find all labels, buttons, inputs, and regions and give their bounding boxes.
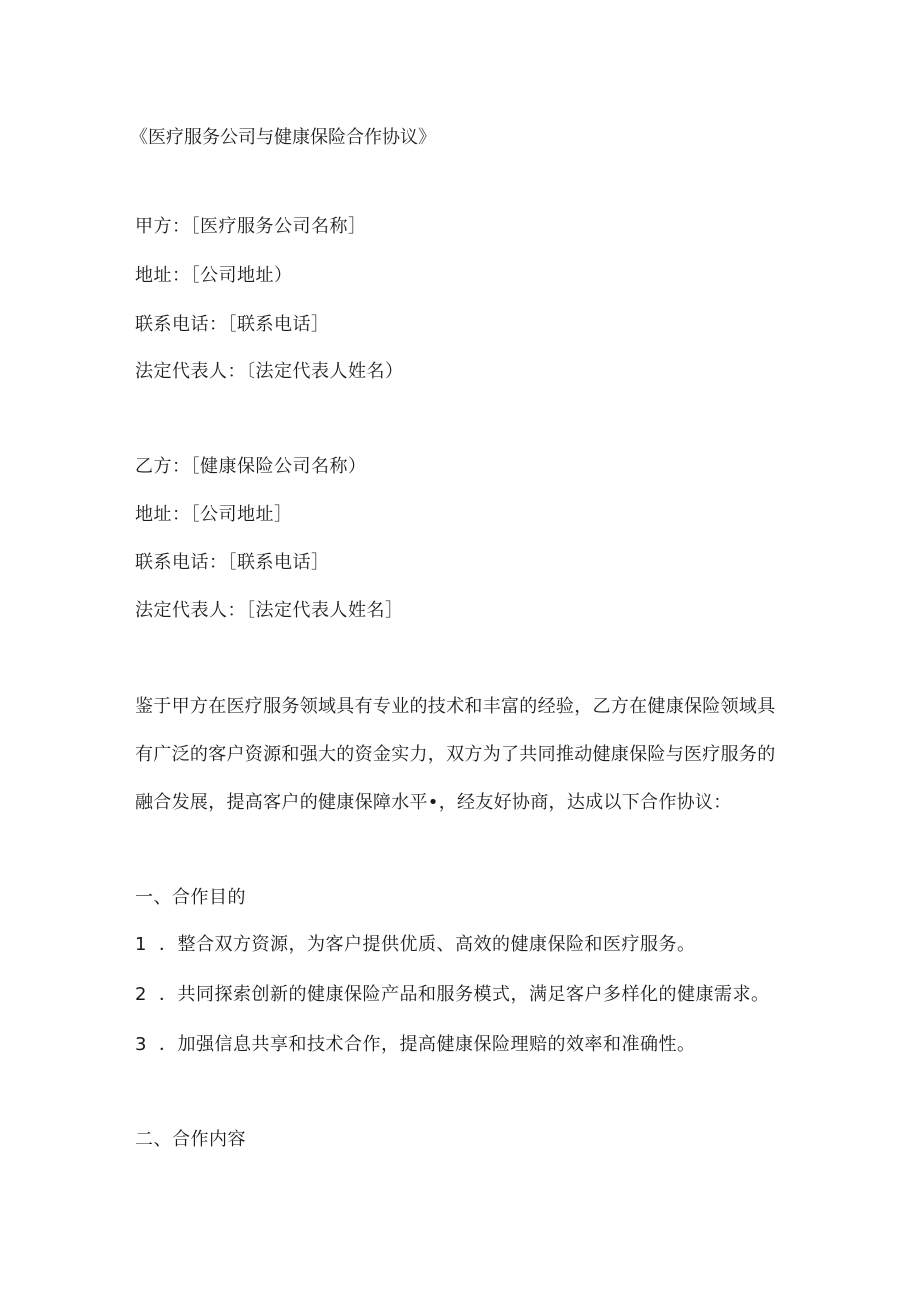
party-a-address: 地址：［公司地址） xyxy=(135,265,293,286)
party-a-name: 甲方：［医疗服务公司名称］ xyxy=(135,216,367,237)
list-item-text: ．共同探索创新的健康保险产品和服务模式，满足客户多样化的健康需求。 xyxy=(159,984,770,1005)
list-item-text: ．加强信息共享和技术合作，提高健康保险理赔的效率和准确性。 xyxy=(159,1034,696,1055)
list-item xyxy=(135,933,696,957)
party-a-phone: 联系电话：［联系电话］ xyxy=(135,314,330,335)
party-b-phone: 联系电话：［联系电话］ xyxy=(135,552,330,573)
list-item xyxy=(135,1033,696,1057)
party-b-representative: 法定代表人：［法定代表人姓名］ xyxy=(135,600,404,621)
list-item xyxy=(135,983,770,1007)
section-1-heading: 一、合作目的 xyxy=(135,887,246,908)
party-b-name: 乙方：［健康保险公司名称） xyxy=(135,456,367,477)
preamble-line: 鉴于甲方在医疗服务领域具有专业的技术和丰富的经验，乙方在健康保险领域具 xyxy=(135,696,776,717)
list-item-number: 2 xyxy=(135,984,147,1005)
section-2-heading: 二、合作内容 xyxy=(135,1129,246,1150)
list-item-text: ．整合双方资源，为客户提供优质、高效的健康保险和医疗服务。 xyxy=(159,934,696,955)
preamble-line: 融合发展，提高客户的健康保障水平•，经友好协商，达成以下合作协议： xyxy=(135,792,732,813)
document-title: 《医疗服务公司与健康保险合作协议》 xyxy=(130,127,436,148)
list-item-number: 1 xyxy=(135,934,147,955)
preamble-line: 有广泛的客户资源和强大的资金实力，双方为了共同推动健康保险与医疗服务的 xyxy=(135,744,776,765)
list-item-number: 3 xyxy=(135,1034,147,1055)
party-a-representative: 法定代表人：〔法定代表人姓名） xyxy=(135,361,404,382)
party-b-address: 地址：［公司地址］ xyxy=(135,504,293,525)
